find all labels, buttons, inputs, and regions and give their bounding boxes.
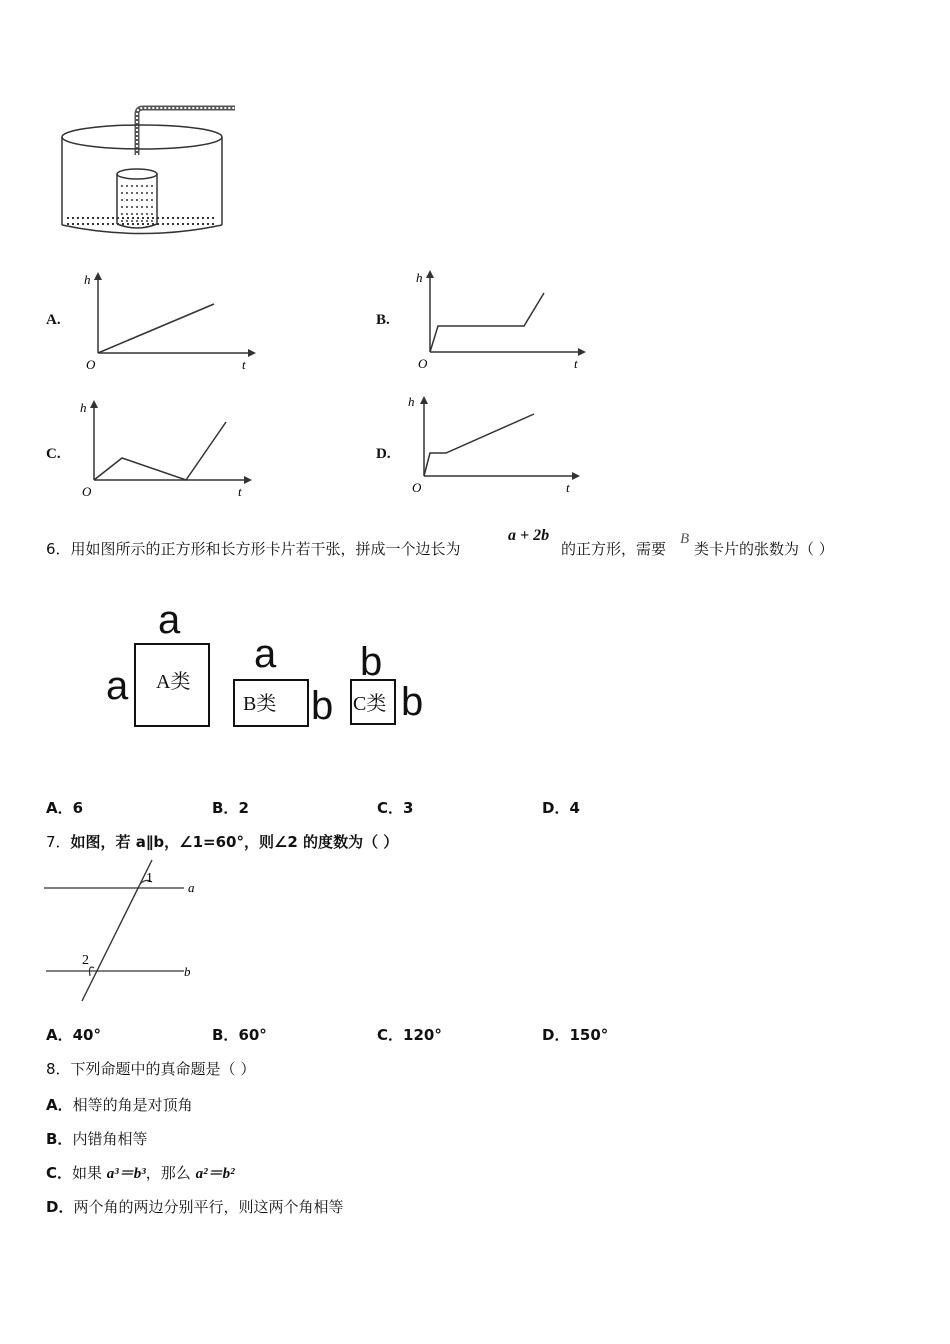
container-figure	[55, 100, 245, 242]
card-c-top-label: b	[360, 640, 383, 684]
origin-label: O	[86, 357, 96, 372]
q5-option-c-label[interactable]: C.	[46, 446, 61, 462]
axis-h-label: h	[416, 270, 423, 285]
question-7	[46, 831, 398, 852]
q8-option-a[interactable]: A．相等的角是对顶角	[46, 1096, 193, 1114]
card-b-top-label: a	[254, 632, 277, 676]
q7-option-a[interactable]: A．40°	[46, 1026, 101, 1044]
card-c-label: C类	[353, 693, 387, 715]
line-a-label: a	[188, 880, 195, 895]
cards-figure	[100, 600, 440, 740]
card-a-label: A类	[156, 671, 191, 693]
graph-c	[78, 396, 258, 508]
q6-option-b[interactable]: B．2	[212, 799, 249, 817]
origin-label: O	[82, 484, 92, 499]
q8-option-b[interactable]: B．内错角相等	[46, 1130, 148, 1148]
q6-option-d[interactable]: D．4	[542, 799, 580, 817]
question-6	[46, 538, 461, 559]
axis-t-label: t	[566, 480, 570, 495]
question-number: 7．	[46, 833, 71, 851]
axis-t-label: t	[242, 357, 246, 372]
q5-option-b-label[interactable]: B.	[376, 312, 390, 328]
card-type: B	[680, 531, 690, 547]
axis-t-label: t	[238, 484, 242, 499]
origin-label: O	[418, 356, 428, 371]
line-b-label: b	[184, 964, 191, 979]
q8-option-c[interactable]: C．如果 a³＝b³，那么 a²＝b²	[46, 1164, 235, 1182]
graph-b	[412, 266, 592, 378]
q5-option-d-label[interactable]: D.	[376, 446, 391, 462]
card-b	[233, 679, 309, 727]
axis-h-label: h	[408, 394, 415, 409]
card-b-right-label: b	[311, 684, 334, 728]
q7-option-c[interactable]: C．120°	[377, 1026, 442, 1044]
question-text: 下列命题中的真命题是（ ）	[70, 1060, 256, 1078]
q5-option-a-label[interactable]: A.	[46, 312, 61, 328]
axis-h-label: h	[84, 272, 91, 287]
question-number: 6．	[46, 540, 71, 558]
question-8	[46, 1058, 255, 1079]
parallel-lines-figure	[44, 858, 204, 1004]
card-a	[134, 643, 210, 727]
card-c-right-label: b	[401, 680, 424, 724]
card-a-top-label: a	[158, 598, 181, 642]
q7-option-d[interactable]: D．150°	[542, 1026, 609, 1044]
question-6-after: 类卡片的张数为（ ）	[694, 540, 834, 558]
graph-d	[406, 392, 586, 504]
axis-t-label: t	[574, 356, 578, 371]
origin-label: O	[412, 480, 422, 495]
side-expression: a + 2b	[508, 527, 550, 544]
graph-a	[80, 268, 260, 378]
q6-option-c[interactable]: C．3	[377, 799, 414, 817]
question-text: 如图，若 a∥b，∠1=60°，则∠2 的度数为（ ）	[70, 833, 399, 851]
question-6-mid: 的正方形，需要	[561, 540, 667, 558]
angle-1-label: 1	[146, 871, 153, 886]
axis-h-label: h	[80, 400, 87, 415]
angle-2-label: 2	[82, 953, 89, 968]
card-a-left-label: a	[106, 664, 129, 708]
q7-option-b[interactable]: B．60°	[212, 1026, 267, 1044]
q6-option-a[interactable]: A．6	[46, 799, 84, 817]
card-c	[350, 679, 396, 725]
question-text-before: 用如图所示的正方形和长方形卡片若干张，拼成一个边长为	[70, 540, 461, 558]
card-b-label: B类	[243, 693, 277, 715]
q8-option-d[interactable]: D．两个角的两边分别平行，则这两个角相等	[46, 1198, 344, 1216]
question-number: 8．	[46, 1060, 71, 1078]
